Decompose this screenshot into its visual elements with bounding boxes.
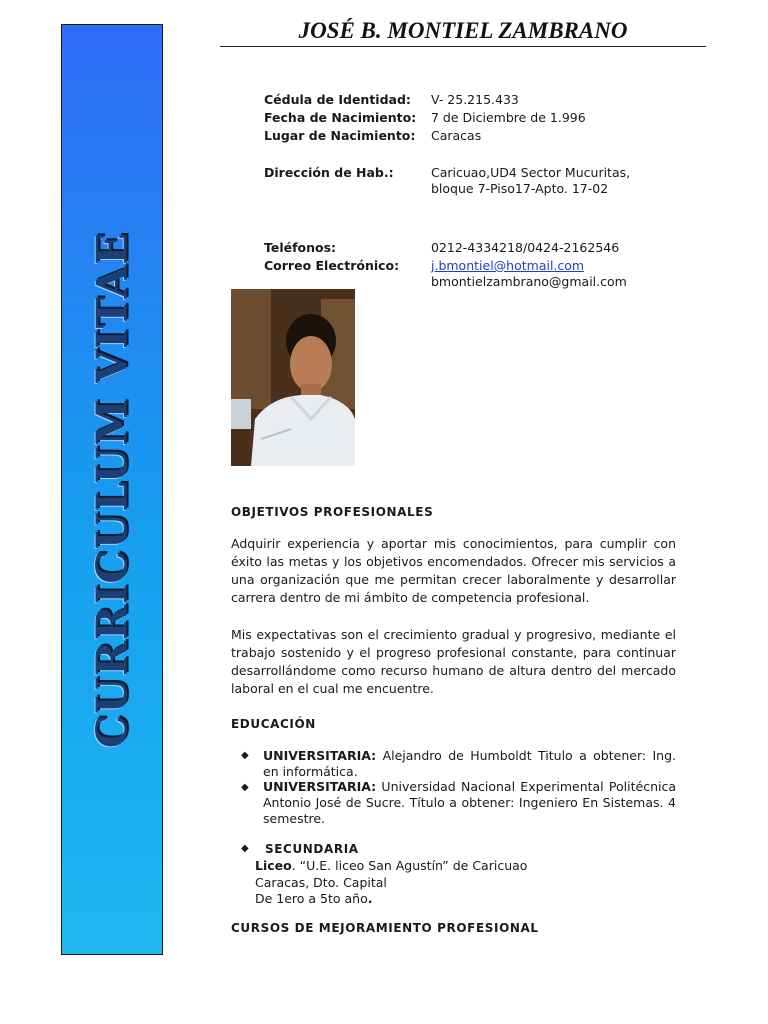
education-item-1-text: Alejandro de Humboldt Titulo a obtener: Ing. en informática. xyxy=(263,748,676,779)
address-line-1: Caricuao,UD4 Sector Mucuritas, xyxy=(431,165,631,180)
objectives-paragraph-2: Mis expectativas son el crecimiento gradual y progresivo, mediante el trabajo sostenido y el progreso profesional constante, para continuar desarrollándome como recurso humano de altura dentro del mercado laboral en el cual me encuentre. xyxy=(231,627,676,696)
education-item-2 xyxy=(263,779,676,827)
liceo-label: Liceo xyxy=(255,858,292,873)
profile-photo xyxy=(231,289,355,466)
cedula-label: Cédula de Identidad: xyxy=(264,92,411,107)
bullet-diamond-icon: ◆ xyxy=(241,782,249,793)
phone-label: Teléfonos: xyxy=(264,240,337,255)
education-item-1 xyxy=(263,748,676,780)
sidebar-banner xyxy=(61,24,163,955)
portrait-image xyxy=(231,289,355,466)
birth-place-value: Caracas xyxy=(431,128,482,143)
courses-heading: CURSOS DE MEJORAMIENTO PROFESIONAL xyxy=(231,921,539,935)
cedula-value: V- 25.215.433 xyxy=(431,92,519,107)
education-item-2-text: Universidad Nacional Experimental Politécnica Antonio José de Sucre. Título a obtener: Ingeniero En Sistemas. 4 semestre. xyxy=(263,779,676,826)
phone-value: 0212-4334218/0424-2162546 xyxy=(431,240,620,255)
secondary-location: Caracas, Dto. Capital xyxy=(255,875,387,890)
email-gmail: bmontielzambrano@gmail.com xyxy=(431,274,627,289)
secondary-label: SECUNDARIA xyxy=(265,842,359,856)
secondary-years-text: De 1ero a 5to año xyxy=(255,891,368,906)
secondary-years-period: . xyxy=(367,891,373,906)
liceo-line xyxy=(255,857,527,874)
email-label: Correo Electrónico: xyxy=(264,258,400,273)
liceo-name: . “U.E. liceo San Agustín” de Caricuao xyxy=(291,858,528,873)
education-item-1-label: UNIVERSITARIA: xyxy=(263,748,377,763)
education-heading: EDUCACIÓN xyxy=(231,717,316,731)
address-label: Dirección de Hab.: xyxy=(264,165,394,180)
birth-date-value: 7 de Diciembre de 1.996 xyxy=(431,110,586,125)
sidebar-title: CURRICULUM VITAE xyxy=(87,231,137,748)
secondary-years xyxy=(255,890,373,907)
bullet-diamond-icon: ◆ xyxy=(241,750,249,761)
objectives-paragraph-1: Adquirir experiencia y aportar mis conocimientos, para cumplir con éxito las metas y los objetivos encomendados. Ofrecer mis servicios a una organización que me permitan crecer laboralmente y desarrollar carrera dentro de mi ámbito de competencia profesional. xyxy=(231,536,676,605)
title-divider xyxy=(220,46,706,47)
bullet-diamond-icon: ◆ xyxy=(241,843,249,854)
person-name: JOSÉ B. MONTIEL ZAMBRANO xyxy=(298,18,628,43)
email-link-hotmail[interactable]: j.bmontiel@hotmail.com xyxy=(431,258,585,273)
education-item-2-label: UNIVERSITARIA: xyxy=(263,779,377,794)
address-line-2: bloque 7-Piso17-Apto. 17-02 xyxy=(431,181,609,196)
objectives-heading: OBJETIVOS PROFESIONALES xyxy=(231,505,434,519)
birth-date-label: Fecha de Nacimiento: xyxy=(264,110,417,125)
birth-place-label: Lugar de Nacimiento: xyxy=(264,128,416,143)
